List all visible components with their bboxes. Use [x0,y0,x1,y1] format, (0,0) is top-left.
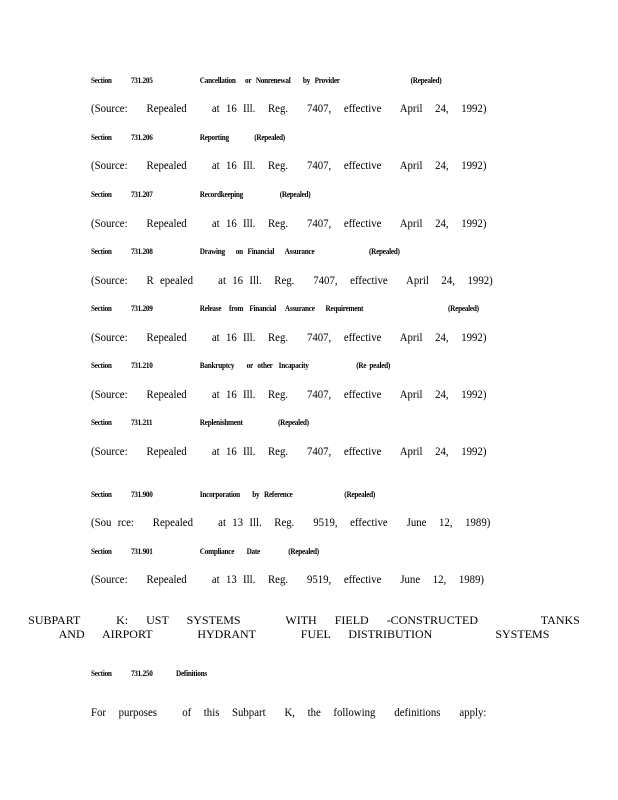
section-status: (Repealed) [288,546,319,556]
section-number: 731.208 [130,246,153,256]
section-title: Recordkeeping [199,189,244,199]
section-status: (Repealed) [410,75,442,85]
section-title: Incorporation by Reference [199,489,293,499]
section-title: Bankruptcy or other Incapacity [199,360,309,370]
subpart-heading-line2: AND AIRPORT HYDRANT FUEL DISTRIBUTION SYSTEMS [58,627,550,641]
section-number: 731.900 [130,489,153,499]
section-status: (Repealed) [344,489,376,499]
source-note: (Source: Repealed at 16 Ill. Reg. 7407, effective April 24, 1992) [91,444,487,458]
section-status: (Repealed) [448,303,479,313]
section-label: Section [91,360,112,370]
section-number: 731.205 [130,75,153,85]
section-label: Section [91,668,112,678]
section-title: Definitions [176,668,207,678]
source-note: (Source: Repealed at 13 Ill. Reg. 9519, effective June 12, 1989) [91,572,485,586]
source-note: (Source: Repealed at 16 Ill. Reg. 7407, effective April 24, 1992) [91,330,487,344]
section-label: Section [91,303,112,313]
source-note: (Source: Repealed at 16 Ill. Reg. 7407, effective April 24, 1992) [91,387,487,401]
section-status: (Repealed) [278,417,309,427]
section-number: 731.210 [130,360,153,370]
section-label: Section [91,546,112,556]
definitions-intro: For purposes of this Subpart K, the following definitions apply: [91,705,487,719]
section-number: 731.211 [130,417,153,427]
section-number: 731.207 [130,189,153,199]
section-number: 731.901 [130,546,153,556]
section-status: (Repealed) [279,189,311,199]
source-note: (Source: Repealed at 16 Ill. Reg. 7407, effective April 24, 1992) [91,216,487,230]
section-status: (Re pealed) [356,360,391,370]
section-number: 731.209 [130,303,153,313]
section-title: Cancellation or Nonrenewal by Provider [199,75,340,85]
section-title: Release from Financial Assurance Requirement [199,303,364,313]
section-title: Reporting [199,132,229,142]
source-note: (Source: R epealed at 16 Ill. Reg. 7407, effective April 24, 1992) [91,273,493,287]
section-number: 731.206 [130,132,153,142]
section-title: Compliance Date [199,546,261,556]
section-label: Section [91,489,112,499]
source-note: (Source: Repealed at 16 Ill. Reg. 7407, effective April 24, 1992) [91,101,487,115]
section-status: (Repealed) [368,246,400,256]
section-status: (Repealed) [254,132,285,142]
section-label: Section [91,246,112,256]
section-label: Section [91,132,112,142]
source-note: (Sou rce: Repealed at 13 Ill. Reg. 9519, effective June 12, 1989) [91,515,491,529]
source-note: (Source: Repealed at 16 Ill. Reg. 7407, effective April 24, 1992) [91,158,487,172]
section-title: Replenishment [199,417,243,427]
section-number: 731.250 [130,668,153,678]
section-label: Section [91,75,112,85]
section-title: Drawing on Financial Assurance [199,246,315,256]
section-label: Section [91,417,112,427]
subpart-heading-line1: SUBPART K: UST SYSTEMS WITH FIELD -CONSTRUCTED TANKS [28,613,580,627]
section-label: Section [91,189,112,199]
